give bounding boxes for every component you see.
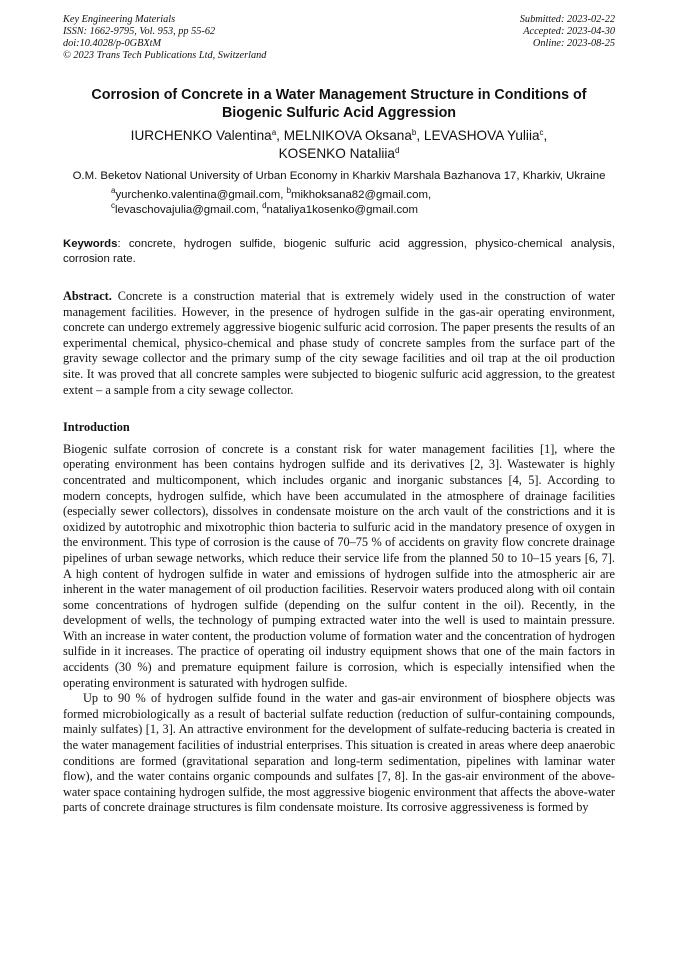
email[interactable]: $^c$levaschovajulia@gmail.com: [111, 201, 256, 216]
keywords: [63, 237, 615, 267]
journal-info: [63, 14, 266, 62]
submitted-date: Submitted: 2023-02-22: [519, 14, 615, 25]
issn: ISSN: 1662-9795, Vol. 953, pp 55-62: [63, 26, 216, 37]
journal-name: Key Engineering Materials: [63, 14, 176, 25]
email[interactable]: $^d$nataliya1kosenko@gmail.com: [262, 201, 419, 216]
abstract-text: Concrete is a construction material that is extremely widely used in the construction of water management facilities. However, in the presence of hydrogen sulfide in the gas-air operating environment, concrete can undergo extremely aggressive biogenic sulfuric acid corrosion. The paper presents the results of an experimental chemical, physico-chemical and phase study of concrete samples from the surface part of the gravity sewage collector and the primary sump of the city sewage facilities and oil trap at the oil production site. It was proved that all concrete samples were subjected to biogenic sulfuric acid aggression, to the greatest extent – a sample from a city sewage collector.: [63, 289, 615, 397]
affiliation: O.M. Beketov National University of Urban Economy in Kharkiv Marshala Bazhanova 17, Kharkiv, Ukraine: [72, 170, 606, 182]
accepted-date: Accepted: 2023-04-30: [523, 26, 615, 37]
introduction-paragraph: Up to 90 % of hydrogen sulfide found in the water and gas-air environment of biosphere objects was formed microbiologically as a result of bacterial sulfate reduction (reduction of sulfur-containing compounds, mainly sulfates) [1, 3]. An attractive environment for the development of sulfate-reducing bacteria is created in the water management facilities of industrial enterprises. This situation is created in areas where deep anaerobic conditions are formed (gravitational separation and long-term sedimentation, pipelines with laminar water flow), and the water contains organic compounds and sulfates [7, 8]. In the gas-air environment of the above-water space containing hydrogen sulfide, the most aggressive biogenic environment that affects the above-water parts of concrete drainage structures is film condensate moisture. Its corrosive aggressiveness is formed by: [63, 691, 615, 815]
abstract: [63, 289, 615, 398]
author: IURCHENKO Valentina$^a$,: [130, 128, 284, 143]
copyright: © 2023 Trans Tech Publications Ltd, Switzerland: [63, 50, 267, 61]
author: LEVASHOVA Yuliia$^c$,: [423, 128, 548, 143]
email[interactable]: $^a$yurchenko.valentina@gmail.com: [111, 186, 281, 201]
author: MELNIKOVA Oksana$^b$,: [283, 128, 424, 143]
introduction-paragraph: Biogenic sulfate corrosion of concrete is a constant risk for water management facilities [1], where the operating environment has been contains hydrogen sulfide and its derivatives [2, 3]. Wastewater is highly concentrated and multicomponent, which includes organic and inorganic substances [4, 5]. According to modern concepts, hydrogen sulfide, which have been accumulated in the atmosphere of drainage facilities (especially sewer collectors), dissolves in condensate moisture on the arch vault of the constrictions and it is oxidized by autotrophic and mixotrophic thion bacteria to sulfuric acid in the mandatory presence of oxygen in the environment. This type of corrosion is the cause of 70–75 % of accidents on gravity flow concrete drainage pipelines of urban sewage networks, which reduce their service life from the planned 50 to 10–15 years [6, 7]. A high content of hydrogen sulfide in water and emissions of hydrogen sulfide into the atmospheric air are inherent in the water management of oil production facilities. Reservoir waters produced along with oil contain some concentrations of hydrogen sulfide (depending on the sulfur content in the oil). Recently, in the development of wells, the technology of pumping extracted water into the well is used to maintain pressure. With an increase in water content, the production volume of formation water and the concentration of hydrogen sulfide in it increases. The practice of operating oil industry equipment shows that one of the main factors in accidents (30 %) and premature equipment failure is corrosion, which is especially intensified when the operating environment is saturated with hydrogen sulfide.: [63, 441, 615, 690]
author-list: [63, 127, 615, 163]
abstract-label: Abstract.: [63, 289, 112, 303]
author-emails: $^a$yurchenko.valentina@gmail.com, $^b$mikhoksana82@gmail.com, $^c$levaschovajulia@gmail.com, $^d$nataliya1kosenko@gmail.com: [111, 186, 432, 216]
keywords-text: : concrete, hydrogen sulfide, biogenic sulfuric acid aggression, physico-chemical analysis, corrosion rate.: [63, 238, 615, 265]
keywords-label: Keywords: [63, 238, 118, 250]
author: KOSENKO Nataliia$^d$: [278, 146, 400, 161]
doi: doi:10.4028/p-0GBXtM: [63, 38, 162, 49]
journal-header: [63, 14, 615, 62]
paper-title: Corrosion of Concrete in a Water Management Structure in Conditions of Biogenic Sulfuric Acid Aggression: [91, 87, 587, 121]
publication-dates: [520, 14, 615, 62]
online-date: Online: 2023-08-25: [532, 38, 615, 49]
page: [63, 14, 615, 816]
email[interactable]: $^b$mikhoksana82@gmail.com: [286, 186, 428, 201]
section-heading-introduction: Introduction: [63, 420, 130, 435]
